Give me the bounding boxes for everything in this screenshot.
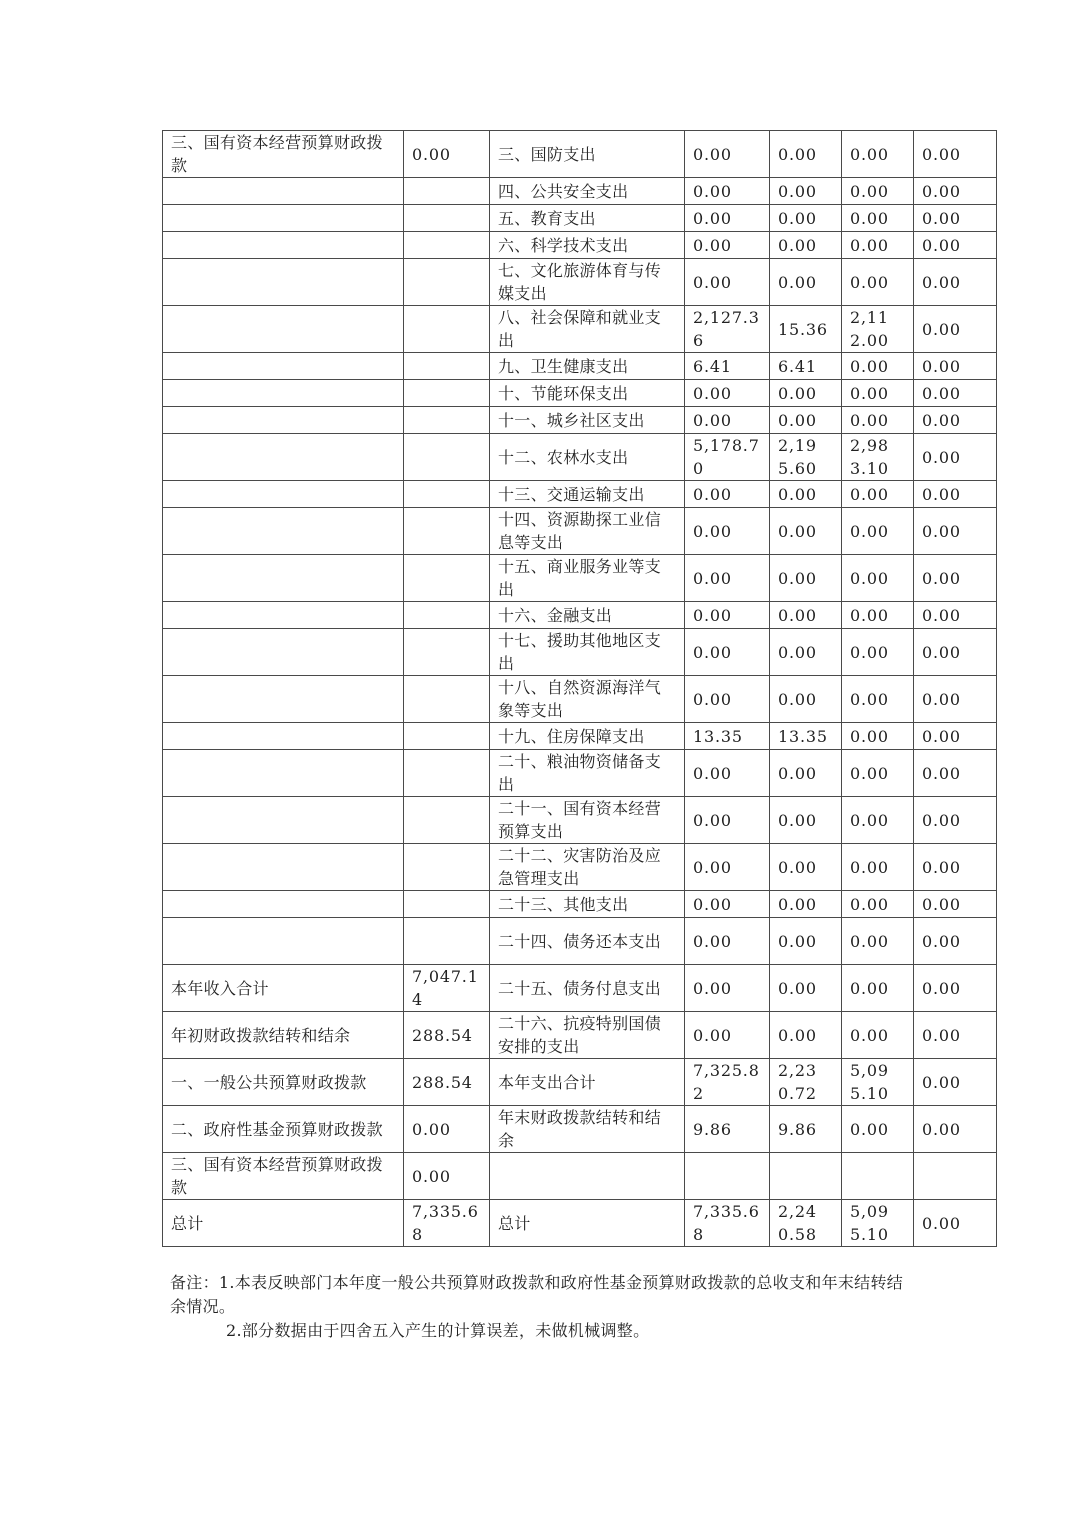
budget-table bbox=[162, 130, 997, 1247]
cell-general-budget: 0.00 bbox=[770, 232, 842, 259]
cell-general-budget: 6.41 bbox=[770, 353, 842, 380]
cell-income-item bbox=[163, 723, 404, 750]
cell-income-amount: 0.00 bbox=[404, 131, 490, 178]
cell-income-amount bbox=[404, 306, 490, 353]
cell-general-budget: 0.00 bbox=[770, 407, 842, 434]
cell-expense-total: 0.00 bbox=[685, 1012, 770, 1059]
table-row bbox=[163, 1012, 997, 1059]
cell-income-item bbox=[163, 508, 404, 555]
cell-general-budget: 2,230.72 bbox=[770, 1059, 842, 1106]
table-row bbox=[163, 555, 997, 602]
cell-expense-item: 十六、金融支出 bbox=[490, 602, 685, 629]
cell-fund-budget: 0.00 bbox=[842, 965, 914, 1012]
cell-income-item bbox=[163, 797, 404, 844]
cell-state-capital-budget: 0.00 bbox=[914, 205, 997, 232]
cell-state-capital-budget: 0.00 bbox=[914, 918, 997, 965]
cell-income-amount bbox=[404, 555, 490, 602]
cell-income-item: 三、国有资本经营预算财政拨款 bbox=[163, 131, 404, 178]
table-row bbox=[163, 891, 997, 918]
cell-fund-budget: 0.00 bbox=[842, 629, 914, 676]
cell-fund-budget: 0.00 bbox=[842, 481, 914, 508]
table-row bbox=[163, 750, 997, 797]
cell-expense-item: 十七、援助其他地区支出 bbox=[490, 629, 685, 676]
table-row bbox=[163, 508, 997, 555]
cell-fund-budget: 0.00 bbox=[842, 797, 914, 844]
cell-general-budget: 0.00 bbox=[770, 481, 842, 508]
cell-fund-budget: 2,983.10 bbox=[842, 434, 914, 481]
cell-income-amount bbox=[404, 407, 490, 434]
table-row bbox=[163, 1153, 997, 1200]
cell-general-budget: 2,240.58 bbox=[770, 1200, 842, 1247]
cell-income-amount bbox=[404, 723, 490, 750]
cell-income-amount bbox=[404, 205, 490, 232]
cell-general-budget: 0.00 bbox=[770, 891, 842, 918]
table-row bbox=[163, 232, 997, 259]
cell-general-budget: 0.00 bbox=[770, 555, 842, 602]
cell-expense-total: 0.00 bbox=[685, 481, 770, 508]
cell-fund-budget: 5,095.10 bbox=[842, 1059, 914, 1106]
table-row bbox=[163, 481, 997, 508]
cell-fund-budget: 0.00 bbox=[842, 1106, 914, 1153]
cell-state-capital-budget: 0.00 bbox=[914, 555, 997, 602]
cell-fund-budget: 0.00 bbox=[842, 844, 914, 891]
cell-expense-total bbox=[685, 1153, 770, 1200]
cell-income-item bbox=[163, 602, 404, 629]
cell-general-budget: 0.00 bbox=[770, 508, 842, 555]
note-line-1: 备注：1.本表反映部门本年度一般公共预算财政拨款和政府性基金预算财政拨款的总收支和年末结转结余情况。 bbox=[170, 1273, 904, 1316]
table-row bbox=[163, 602, 997, 629]
cell-income-item: 一、一般公共预算财政拨款 bbox=[163, 1059, 404, 1106]
cell-expense-total: 0.00 bbox=[685, 844, 770, 891]
cell-general-budget: 9.86 bbox=[770, 1106, 842, 1153]
cell-state-capital-budget: 0.00 bbox=[914, 178, 997, 205]
cell-fund-budget: 0.00 bbox=[842, 555, 914, 602]
table-row bbox=[163, 844, 997, 891]
cell-state-capital-budget: 0.00 bbox=[914, 1059, 997, 1106]
table-row bbox=[163, 723, 997, 750]
cell-state-capital-budget: 0.00 bbox=[914, 508, 997, 555]
cell-income-item bbox=[163, 891, 404, 918]
cell-state-capital-budget: 0.00 bbox=[914, 407, 997, 434]
table-row bbox=[163, 407, 997, 434]
cell-general-budget: 0.00 bbox=[770, 918, 842, 965]
cell-general-budget bbox=[770, 1153, 842, 1200]
cell-state-capital-budget: 0.00 bbox=[914, 1012, 997, 1059]
cell-state-capital-budget: 0.00 bbox=[914, 131, 997, 178]
cell-state-capital-budget: 0.00 bbox=[914, 380, 997, 407]
table-row bbox=[163, 676, 997, 723]
cell-expense-total: 0.00 bbox=[685, 131, 770, 178]
cell-general-budget: 0.00 bbox=[770, 750, 842, 797]
cell-income-item: 二、政府性基金预算财政拨款 bbox=[163, 1106, 404, 1153]
cell-expense-total: 0.00 bbox=[685, 232, 770, 259]
cell-expense-item: 十八、自然资源海洋气象等支出 bbox=[490, 676, 685, 723]
cell-expense-item: 二十一、国有资本经营预算支出 bbox=[490, 797, 685, 844]
cell-expense-total: 0.00 bbox=[685, 797, 770, 844]
cell-income-item bbox=[163, 306, 404, 353]
cell-expense-item: 二十、粮油物资储备支出 bbox=[490, 750, 685, 797]
cell-fund-budget: 0.00 bbox=[842, 723, 914, 750]
cell-expense-item: 二十六、抗疫特别国债安排的支出 bbox=[490, 1012, 685, 1059]
table-row bbox=[163, 1200, 997, 1247]
cell-fund-budget: 0.00 bbox=[842, 205, 914, 232]
cell-general-budget: 0.00 bbox=[770, 178, 842, 205]
cell-state-capital-budget: 0.00 bbox=[914, 1106, 997, 1153]
cell-expense-item: 九、卫生健康支出 bbox=[490, 353, 685, 380]
table-row bbox=[163, 353, 997, 380]
cell-general-budget: 0.00 bbox=[770, 797, 842, 844]
cell-expense-item: 十、节能环保支出 bbox=[490, 380, 685, 407]
cell-fund-budget: 0.00 bbox=[842, 380, 914, 407]
cell-income-item bbox=[163, 844, 404, 891]
cell-income-item bbox=[163, 353, 404, 380]
cell-expense-total: 0.00 bbox=[685, 259, 770, 306]
cell-state-capital-budget: 0.00 bbox=[914, 629, 997, 676]
cell-fund-budget: 0.00 bbox=[842, 918, 914, 965]
cell-expense-total: 0.00 bbox=[685, 407, 770, 434]
cell-income-item: 本年收入合计 bbox=[163, 965, 404, 1012]
table-row bbox=[163, 797, 997, 844]
cell-expense-total: 0.00 bbox=[685, 891, 770, 918]
cell-expense-item: 七、文化旅游体育与传媒支出 bbox=[490, 259, 685, 306]
cell-income-item bbox=[163, 918, 404, 965]
cell-income-item bbox=[163, 555, 404, 602]
cell-expense-item: 六、科学技术支出 bbox=[490, 232, 685, 259]
cell-state-capital-budget: 0.00 bbox=[914, 723, 997, 750]
cell-expense-total: 0.00 bbox=[685, 918, 770, 965]
cell-fund-budget: 5,095.10 bbox=[842, 1200, 914, 1247]
cell-general-budget: 0.00 bbox=[770, 131, 842, 178]
cell-general-budget: 13.35 bbox=[770, 723, 842, 750]
cell-state-capital-budget: 0.00 bbox=[914, 481, 997, 508]
cell-expense-total: 7,325.82 bbox=[685, 1059, 770, 1106]
cell-general-budget: 0.00 bbox=[770, 380, 842, 407]
cell-income-amount: 7,047.14 bbox=[404, 965, 490, 1012]
cell-income-item: 年初财政拨款结转和结余 bbox=[163, 1012, 404, 1059]
cell-expense-item: 总计 bbox=[490, 1200, 685, 1247]
cell-income-amount bbox=[404, 676, 490, 723]
cell-income-item bbox=[163, 178, 404, 205]
cell-income-item bbox=[163, 629, 404, 676]
budget-table-body bbox=[163, 131, 997, 1247]
table-row bbox=[163, 1059, 997, 1106]
cell-expense-item: 四、公共安全支出 bbox=[490, 178, 685, 205]
cell-expense-total: 13.35 bbox=[685, 723, 770, 750]
cell-expense-item: 八、社会保障和就业支出 bbox=[490, 306, 685, 353]
cell-income-amount bbox=[404, 844, 490, 891]
cell-state-capital-budget: 0.00 bbox=[914, 844, 997, 891]
cell-expense-item: 本年支出合计 bbox=[490, 1059, 685, 1106]
cell-fund-budget: 2,112.00 bbox=[842, 306, 914, 353]
cell-expense-item: 二十四、债务还本支出 bbox=[490, 918, 685, 965]
cell-fund-budget bbox=[842, 1153, 914, 1200]
table-row bbox=[163, 131, 997, 178]
cell-income-item bbox=[163, 434, 404, 481]
cell-general-budget: 15.36 bbox=[770, 306, 842, 353]
cell-general-budget: 0.00 bbox=[770, 1012, 842, 1059]
cell-state-capital-budget: 0.00 bbox=[914, 232, 997, 259]
table-row bbox=[163, 306, 997, 353]
cell-fund-budget: 0.00 bbox=[842, 1012, 914, 1059]
cell-expense-total: 0.00 bbox=[685, 380, 770, 407]
cell-fund-budget: 0.00 bbox=[842, 750, 914, 797]
cell-state-capital-budget: 0.00 bbox=[914, 965, 997, 1012]
cell-expense-item: 二十二、灾害防治及应急管理支出 bbox=[490, 844, 685, 891]
cell-fund-budget: 0.00 bbox=[842, 508, 914, 555]
note-line-2: 2.部分数据由于四舍五入产生的计算误差，未做机械调整。 bbox=[226, 1321, 650, 1340]
cell-general-budget: 0.00 bbox=[770, 844, 842, 891]
cell-income-amount: 7,335.68 bbox=[404, 1200, 490, 1247]
cell-general-budget: 0.00 bbox=[770, 629, 842, 676]
cell-income-amount bbox=[404, 918, 490, 965]
cell-income-amount bbox=[404, 891, 490, 918]
cell-state-capital-budget: 0.00 bbox=[914, 1200, 997, 1247]
cell-state-capital-budget: 0.00 bbox=[914, 259, 997, 306]
cell-state-capital-budget: 0.00 bbox=[914, 434, 997, 481]
cell-fund-budget: 0.00 bbox=[842, 602, 914, 629]
cell-income-amount: 288.54 bbox=[404, 1012, 490, 1059]
cell-expense-item bbox=[490, 1153, 685, 1200]
cell-state-capital-budget: 0.00 bbox=[914, 353, 997, 380]
cell-income-amount bbox=[404, 232, 490, 259]
cell-expense-total: 7,335.68 bbox=[685, 1200, 770, 1247]
cell-general-budget: 0.00 bbox=[770, 965, 842, 1012]
cell-income-amount: 0.00 bbox=[404, 1153, 490, 1200]
cell-income-amount bbox=[404, 750, 490, 797]
cell-general-budget: 0.00 bbox=[770, 602, 842, 629]
cell-income-amount bbox=[404, 353, 490, 380]
cell-fund-budget: 0.00 bbox=[842, 891, 914, 918]
cell-income-amount bbox=[404, 434, 490, 481]
cell-expense-total: 0.00 bbox=[685, 965, 770, 1012]
cell-fund-budget: 0.00 bbox=[842, 407, 914, 434]
table-row bbox=[163, 178, 997, 205]
cell-income-item bbox=[163, 481, 404, 508]
cell-expense-item: 十九、住房保障支出 bbox=[490, 723, 685, 750]
table-row bbox=[163, 380, 997, 407]
cell-income-amount bbox=[404, 380, 490, 407]
cell-income-item bbox=[163, 380, 404, 407]
cell-fund-budget: 0.00 bbox=[842, 131, 914, 178]
cell-state-capital-budget: 0.00 bbox=[914, 306, 997, 353]
cell-fund-budget: 0.00 bbox=[842, 232, 914, 259]
cell-income-item bbox=[163, 232, 404, 259]
cell-income-amount: 288.54 bbox=[404, 1059, 490, 1106]
cell-fund-budget: 0.00 bbox=[842, 676, 914, 723]
cell-fund-budget: 0.00 bbox=[842, 178, 914, 205]
table-row bbox=[163, 205, 997, 232]
cell-income-item bbox=[163, 750, 404, 797]
cell-state-capital-budget: 0.00 bbox=[914, 602, 997, 629]
cell-income-amount bbox=[404, 508, 490, 555]
cell-expense-item: 十三、交通运输支出 bbox=[490, 481, 685, 508]
cell-expense-total: 0.00 bbox=[685, 750, 770, 797]
cell-expense-total: 5,178.70 bbox=[685, 434, 770, 481]
cell-expense-item: 二十五、债务付息支出 bbox=[490, 965, 685, 1012]
cell-expense-total: 0.00 bbox=[685, 555, 770, 602]
cell-general-budget: 0.00 bbox=[770, 676, 842, 723]
cell-state-capital-budget: 0.00 bbox=[914, 891, 997, 918]
table-row bbox=[163, 1106, 997, 1153]
cell-expense-item: 十五、商业服务业等支出 bbox=[490, 555, 685, 602]
table-row bbox=[163, 965, 997, 1012]
table-row bbox=[163, 259, 997, 306]
cell-income-item bbox=[163, 407, 404, 434]
cell-expense-item: 五、教育支出 bbox=[490, 205, 685, 232]
cell-expense-total: 0.00 bbox=[685, 178, 770, 205]
cell-state-capital-budget: 0.00 bbox=[914, 750, 997, 797]
cell-income-amount bbox=[404, 259, 490, 306]
table-row bbox=[163, 918, 997, 965]
cell-expense-total: 0.00 bbox=[685, 508, 770, 555]
cell-income-item: 总计 bbox=[163, 1200, 404, 1247]
cell-income-amount bbox=[404, 481, 490, 508]
table-notes bbox=[170, 1271, 910, 1343]
cell-state-capital-budget bbox=[914, 1153, 997, 1200]
cell-general-budget: 2,195.60 bbox=[770, 434, 842, 481]
cell-expense-item: 十四、资源勘探工业信息等支出 bbox=[490, 508, 685, 555]
cell-general-budget: 0.00 bbox=[770, 259, 842, 306]
cell-state-capital-budget: 0.00 bbox=[914, 797, 997, 844]
cell-income-amount bbox=[404, 629, 490, 676]
cell-expense-item: 十一、城乡社区支出 bbox=[490, 407, 685, 434]
cell-general-budget: 0.00 bbox=[770, 205, 842, 232]
cell-expense-total: 0.00 bbox=[685, 602, 770, 629]
cell-expense-total: 0.00 bbox=[685, 629, 770, 676]
cell-fund-budget: 0.00 bbox=[842, 259, 914, 306]
table-row bbox=[163, 629, 997, 676]
cell-expense-total: 0.00 bbox=[685, 676, 770, 723]
cell-income-item bbox=[163, 259, 404, 306]
cell-income-amount bbox=[404, 178, 490, 205]
table-row bbox=[163, 434, 997, 481]
cell-income-amount: 0.00 bbox=[404, 1106, 490, 1153]
cell-income-item bbox=[163, 676, 404, 723]
cell-state-capital-budget: 0.00 bbox=[914, 676, 997, 723]
cell-income-amount bbox=[404, 602, 490, 629]
cell-income-amount bbox=[404, 797, 490, 844]
cell-expense-total: 6.41 bbox=[685, 353, 770, 380]
cell-expense-item: 十二、农林水支出 bbox=[490, 434, 685, 481]
cell-income-item: 三、国有资本经营预算财政拨款 bbox=[163, 1153, 404, 1200]
cell-expense-total: 0.00 bbox=[685, 205, 770, 232]
cell-income-item bbox=[163, 205, 404, 232]
cell-expense-total: 9.86 bbox=[685, 1106, 770, 1153]
cell-expense-total: 2,127.36 bbox=[685, 306, 770, 353]
cell-expense-item: 三、国防支出 bbox=[490, 131, 685, 178]
cell-expense-item: 年末财政拨款结转和结余 bbox=[490, 1106, 685, 1153]
cell-fund-budget: 0.00 bbox=[842, 353, 914, 380]
cell-expense-item: 二十三、其他支出 bbox=[490, 891, 685, 918]
